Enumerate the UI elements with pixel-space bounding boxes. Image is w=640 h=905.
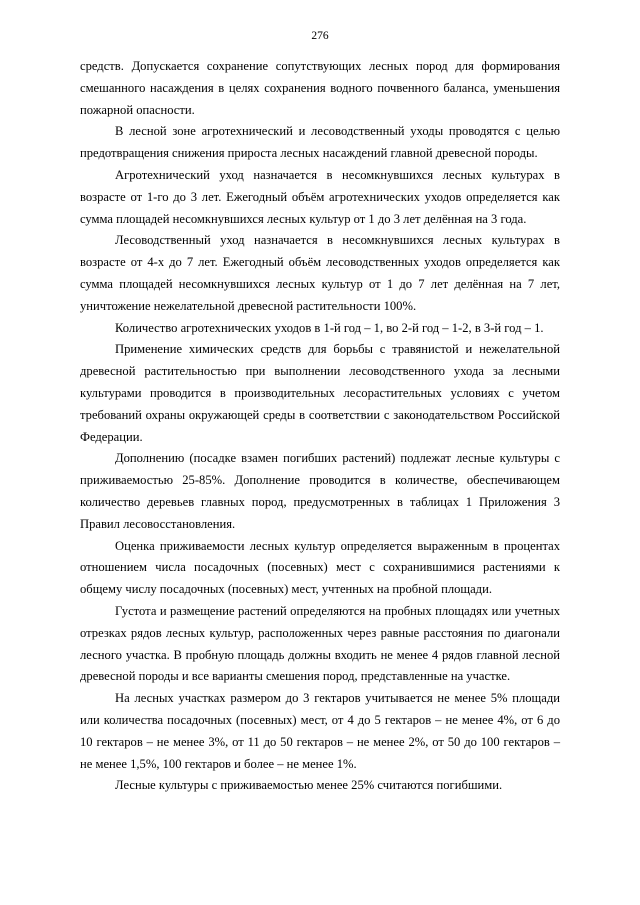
paragraph-silvicultural-care: Лесоводственный уход назначается в несомкнувшихся лесных культурах в возрасте от 4-х до 7 лет. Ежегодный объём лесоводственных уходов определяется как сумма площадей несомкнувшихся лесных культур от 1 до 7 лет делённая на 7 лет, уничтожение нежелательной древесной растительности 100%. bbox=[80, 233, 560, 313]
paragraph-care-purpose: В лесной зоне агротехнический и лесоводственный уходы проводятся с целью предотвращения снижения прироста лесных насаждений главной древесной породы. bbox=[80, 124, 560, 161]
paragraph-survival-assessment: Оценка приживаемости лесных культур определяется выраженным в процентах отношением числа посадочных (посевных) мест с сохранившимися растениями к общему числу посадочных (посевных) мест, учтенных на пробной площади. bbox=[80, 538, 560, 597]
paragraph-chemical-means: Применение химических средств для борьбы с травянистой и нежелательной древесной растительностью при выполнении лесоводственного ухода за лесными культурами проводится в производительных лесорастительных условиях с учетом требований охраны окружающей среды в соответствии с законодательством Российской Федерации. bbox=[80, 342, 560, 444]
paragraph-sampling-rates: На лесных участках размером до 3 гектаров учитывается не менее 5% площади или количества посадочных (посевных) мест, от 4 до 5 гектаров – не менее 4%, от 6 до 10 гектаров – не менее 3%, от 11 до 50 гектаров – не менее 2%, от 50 до 100 гектаров – не менее 1,5%, 100 гектаров и более – не менее 1%. bbox=[80, 691, 560, 771]
paragraph-replanting: Дополнению (посадке взамен погибших растений) подлежат лесные культуры с приживаемостью 25-85%. Дополнение проводится в количестве, обеспечивающем количество деревьев главных пород, предусмотренных в таблицах 1 Приложения 3 Правил лесовосстановления. bbox=[80, 451, 560, 531]
paragraph-density-placement: Густота и размещение растений определяются на пробных площадях или учетных отрезках рядов лесных культур, расположенных через равные расстояния по диагонали лесного участка. В пробную площадь должны входить не менее 4 рядов главной лесной древесной породы и все варианты смешения пород, представленные на участке. bbox=[80, 603, 560, 684]
paragraph-failed-cultures: Лесные культуры с приживаемостью менее 25% считаются погибшими. bbox=[115, 778, 503, 793]
paragraph-continuation: средств. Допускается сохранение сопутствующих лесных пород для формирования смешанного насаждения в целях сохранения водного почвенного баланса, уменьшения пожарной опасности. bbox=[80, 59, 560, 117]
page-number: 276 bbox=[311, 30, 329, 42]
page-body bbox=[80, 56, 560, 797]
paragraph-agrotechnical-care: Агротехнический уход назначается в несомкнувшихся лесных культурах в возрасте от 1-го до 3 лет. Ежегодный объём агротехнических уходов определяется как сумма площадей несомкнувшихся лесных культур от 1 до 3 лет делённая на 3 года. bbox=[80, 167, 560, 226]
paragraph-care-count: Количество агротехнических уходов в 1-й год – 1, во 2-й год – 1-2, в 3-й год – 1. bbox=[115, 320, 544, 335]
